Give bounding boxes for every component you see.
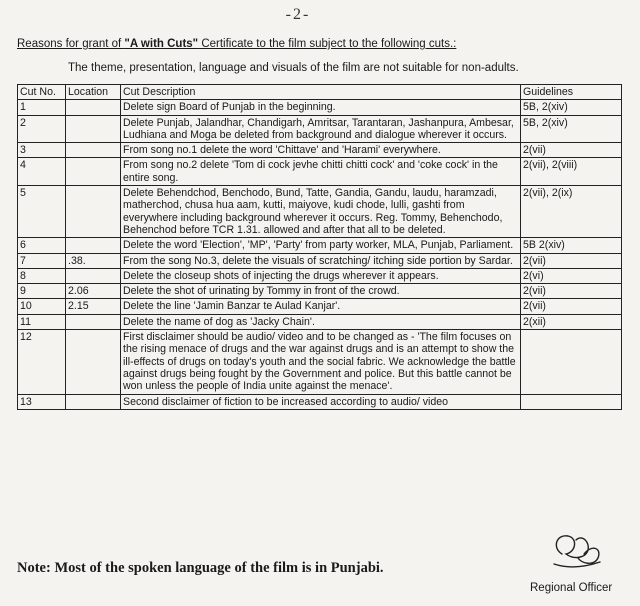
table-row bbox=[18, 284, 622, 299]
location-cell bbox=[66, 394, 121, 409]
location-cell bbox=[66, 238, 121, 253]
table-row bbox=[18, 299, 622, 314]
table-row bbox=[18, 314, 622, 329]
document-subheading: The theme, presentation, language and visuals of the film are not suitable for non-adults. bbox=[68, 62, 519, 74]
guidelines-cell: 2(vii) bbox=[521, 143, 622, 158]
location-cell: .38. bbox=[66, 253, 121, 268]
cut-number-cell: 4 bbox=[18, 158, 66, 186]
cut-number-cell: 12 bbox=[18, 330, 66, 394]
document-heading bbox=[17, 38, 456, 50]
guidelines-cell: 5B, 2(xiv) bbox=[521, 100, 622, 115]
guidelines-cell: 5B, 2(xiv) bbox=[521, 115, 622, 143]
location-cell bbox=[66, 143, 121, 158]
guidelines-cell bbox=[521, 394, 622, 409]
table-row bbox=[18, 143, 622, 158]
table-row bbox=[18, 238, 622, 253]
language-note: Note: Most of the spoken language of the film is in Punjabi. bbox=[17, 560, 384, 576]
guidelines-cell: 2(vii), 2(viii) bbox=[521, 158, 622, 186]
cut-description-cell: From song no.1 delete the word 'Chittave' and 'Harami' everywhere. bbox=[121, 143, 521, 158]
table-row bbox=[18, 186, 622, 238]
guidelines-cell: 2(vii) bbox=[521, 299, 622, 314]
cut-description-cell: First disclaimer should be audio/ video and to be changed as - 'The film focuses on the rising menace of drugs and the war against drugs and is an attempt to show the ill-effects of drugs on today's youth and the social fabric. We acknowledge the battle against drugs being fought by the Government and police. But this battle cannot be won unless the people of India unite against the menace'. bbox=[121, 330, 521, 394]
certificate-type: "A with Cuts" bbox=[124, 38, 199, 50]
signatory-title: Regional Officer bbox=[530, 582, 613, 594]
cut-description-cell: Delete the line 'Jamin Banzar te Aulad Kanjar'. bbox=[121, 299, 521, 314]
location-cell: 2.06 bbox=[66, 284, 121, 299]
location-cell bbox=[66, 314, 121, 329]
cuts-table bbox=[17, 84, 622, 410]
guidelines-cell: 2(xii) bbox=[521, 314, 622, 329]
table-row bbox=[18, 253, 622, 268]
table-row bbox=[18, 268, 622, 283]
guidelines-cell: 5B 2(xiv) bbox=[521, 238, 622, 253]
cut-description-cell: Second disclaimer of fiction to be increased according to audio/ video bbox=[121, 394, 521, 409]
location-cell: 2.15 bbox=[66, 299, 121, 314]
table-row bbox=[18, 394, 622, 409]
cut-description-cell: Delete the word 'Election', 'MP', 'Party' from party worker, MLA, Punjab, Parliament. bbox=[121, 238, 521, 253]
table-header-row bbox=[18, 85, 622, 100]
cut-number-cell: 5 bbox=[18, 186, 66, 238]
cut-description-cell: Delete the shot of urinating by Tommy in front of the crowd. bbox=[121, 284, 521, 299]
cut-description-cell: From song no.2 delete 'Tom di cock jevhe chitti chitti cock' and 'coke cock' in the entire song. bbox=[121, 158, 521, 186]
cut-number-cell: 3 bbox=[18, 143, 66, 158]
cut-number-cell: 2 bbox=[18, 115, 66, 143]
cut-description-cell: Delete the closeup shots of injecting the drugs wherever it appears. bbox=[121, 268, 521, 283]
cut-number-cell: 7 bbox=[18, 253, 66, 268]
header-location: Location bbox=[66, 85, 121, 100]
cut-number-cell: 11 bbox=[18, 314, 66, 329]
location-cell bbox=[66, 158, 121, 186]
cut-number-cell: 8 bbox=[18, 268, 66, 283]
header-guidelines: Guidelines bbox=[521, 85, 622, 100]
guidelines-cell: 2(vii), 2(ix) bbox=[521, 186, 622, 238]
header-cut-no: Cut No. bbox=[18, 85, 66, 100]
signature-image bbox=[548, 524, 606, 574]
location-cell bbox=[66, 115, 121, 143]
cut-description-cell: Delete Punjab, Jalandhar, Chandigarh, Amritsar, Tarantaran, Jashanpura, Ambesar, Ludhiana and Moga be deleted from background and dialogue wherever it occurs. bbox=[121, 115, 521, 143]
cut-number-cell: 1 bbox=[18, 100, 66, 115]
guidelines-cell: 2(vii) bbox=[521, 253, 622, 268]
location-cell bbox=[66, 100, 121, 115]
cut-number-cell: 10 bbox=[18, 299, 66, 314]
heading-suffix: Certificate to the film subject to the following cuts.: bbox=[198, 38, 457, 50]
table-row bbox=[18, 115, 622, 143]
cut-number-cell: 6 bbox=[18, 238, 66, 253]
page-number: -2- bbox=[285, 6, 311, 23]
cut-description-cell: Delete the name of dog as 'Jacky Chain'. bbox=[121, 314, 521, 329]
cuts-table-body bbox=[18, 100, 622, 410]
guidelines-cell: 2(vii) bbox=[521, 284, 622, 299]
location-cell bbox=[66, 330, 121, 394]
guidelines-cell bbox=[521, 330, 622, 394]
cut-number-cell: 13 bbox=[18, 394, 66, 409]
cut-description-cell: From the song No.3, delete the visuals of scratching/ itching side portion by Sardar. bbox=[121, 253, 521, 268]
cut-description-cell: Delete sign Board of Punjab in the beginning. bbox=[121, 100, 521, 115]
table-row bbox=[18, 330, 622, 394]
location-cell bbox=[66, 268, 121, 283]
header-cut-description: Cut Description bbox=[121, 85, 521, 100]
guidelines-cell: 2(vi) bbox=[521, 268, 622, 283]
table-row bbox=[18, 100, 622, 115]
table-row bbox=[18, 158, 622, 186]
cut-number-cell: 9 bbox=[18, 284, 66, 299]
cut-description-cell: Delete Behendchod, Benchodo, Bund, Tatte, Gandia, Gandu, laudu, haramzadi, matherchod, chusa hua aam, kutti, maiyove, kudi chode, lulli, gashti from everywhere including background wherever it occurs. Reg. Tommy, Behenchodo, Behenchod before TCR 1.31. allowed and after that all to be deleted. bbox=[121, 186, 521, 238]
heading-prefix: Reasons for grant of bbox=[17, 38, 125, 50]
location-cell bbox=[66, 186, 121, 238]
